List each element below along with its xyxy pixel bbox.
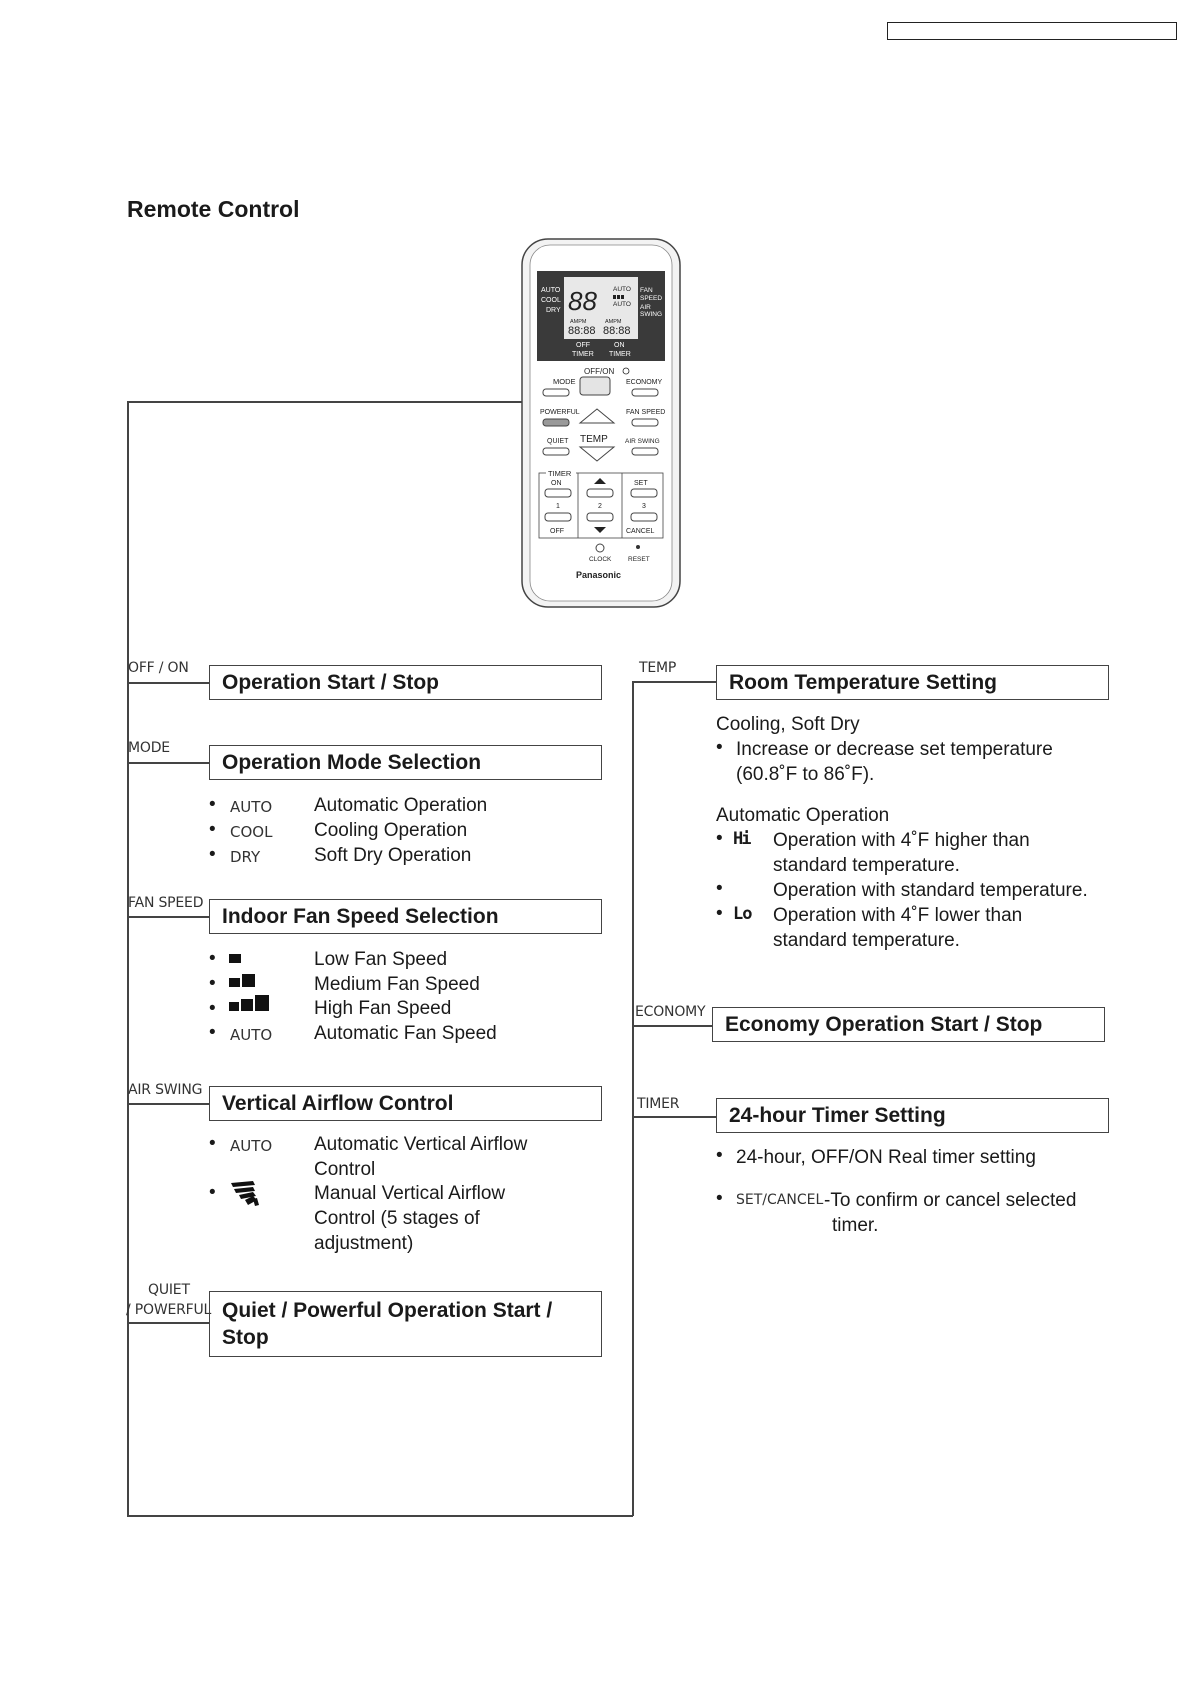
fan-connector — [127, 916, 209, 918]
frame-left — [127, 401, 129, 1516]
reset-button[interactable] — [636, 545, 640, 549]
lcd-speed-label: SPEED — [640, 295, 663, 302]
bullet: • — [209, 1182, 216, 1203]
offon-heading: Operation Start / Stop — [222, 670, 440, 694]
quiet-heading-1: Quiet / Powerful Operation Start / — [222, 1299, 553, 1322]
high-fan-icon — [229, 994, 275, 1014]
offon-heading-box — [209, 665, 602, 700]
bullet: • — [209, 819, 216, 840]
powerful-callout-label: / POWERFUL — [126, 1302, 212, 1318]
bullet: • — [716, 828, 723, 849]
timer-line-2b: timer. — [832, 1215, 879, 1236]
lcd-fan-label: FAN — [640, 287, 653, 294]
timer-down-button[interactable] — [587, 513, 613, 521]
offon-button[interactable] — [580, 377, 610, 395]
temp-hi-1: Operation with 4˚F higher than — [773, 830, 1030, 851]
fan-low-desc: Low Fan Speed — [314, 949, 448, 970]
lcd-on-label: ON — [614, 342, 625, 349]
reset-label: RESET — [628, 556, 650, 563]
economy-connector — [632, 1025, 712, 1027]
swing-manual-desc-2: Control (5 stages of — [314, 1208, 480, 1229]
timer-heading: 24-hour Timer Setting — [729, 1103, 946, 1127]
offon-callout-label: OFF / ON — [128, 660, 189, 676]
swing-auto-code: AUTO — [230, 1137, 273, 1155]
medium-fan-icon — [229, 972, 275, 990]
quiet-callout-label: QUIET — [148, 1282, 190, 1298]
quiet-label: QUIET — [547, 438, 569, 445]
lcd-fan-auto: AUTO — [613, 286, 631, 293]
timer-off-button[interactable] — [545, 513, 571, 521]
fan-medium-desc: Medium Fan Speed — [314, 974, 480, 995]
frame-top — [127, 401, 524, 403]
mode-callout-label: MODE — [128, 740, 170, 756]
timer-line-2a: -To confirm or cancel selected — [824, 1190, 1077, 1211]
clock-button[interactable] — [596, 544, 604, 552]
lcd-off-timer: TIMER — [572, 351, 594, 358]
lcd-ampm-2: AMPM — [605, 319, 622, 325]
bullet: • — [209, 1022, 216, 1043]
timer-on-button[interactable] — [545, 489, 571, 497]
bullet: • — [716, 903, 723, 924]
swing-manual-desc-1: Manual Vertical Airflow — [314, 1183, 506, 1204]
temp-sub-auto: Automatic Operation — [716, 805, 890, 826]
temp-connector — [632, 681, 716, 683]
timer-label: TIMER — [548, 469, 572, 478]
timer-off-label: OFF — [550, 528, 564, 535]
bullet: • — [716, 737, 723, 758]
swing-manual-desc-3: adjustment) — [314, 1233, 414, 1254]
low-fan-icon — [229, 951, 275, 967]
temp-std: Operation with standard temperature. — [773, 880, 1088, 901]
temp-lo-1: Operation with 4˚F lower than — [773, 905, 1023, 926]
quiet-heading-2: Stop — [222, 1326, 269, 1349]
lcd-ampm-1: AMPM — [570, 319, 587, 325]
lcd-mode-cool: COOL — [541, 297, 561, 304]
clock-label: CLOCK — [589, 556, 612, 563]
lo-indicator-icon: Lo — [733, 904, 752, 924]
mode-auto-desc: Automatic Operation — [314, 795, 488, 816]
remote-control — [520, 237, 682, 609]
lcd-off-label: OFF — [576, 342, 590, 349]
timer-heading-box — [716, 1098, 1109, 1133]
economy-callout-label: ECONOMY — [635, 1004, 706, 1020]
temp-hi-2: standard temperature. — [773, 855, 960, 876]
mode-auto-code: AUTO — [230, 798, 273, 816]
timer-2: 2 — [598, 503, 602, 510]
fan-auto-desc: Automatic Fan Speed — [314, 1023, 497, 1044]
bullet: • — [209, 973, 216, 994]
timer-up-button[interactable] — [587, 489, 613, 497]
timer-set-label: SET — [634, 480, 648, 487]
quiet-connector — [127, 1322, 209, 1324]
lcd-mode-dry: DRY — [546, 307, 561, 314]
timer-1: 1 — [556, 503, 560, 510]
fan-callout-label: FAN SPEED — [128, 895, 204, 911]
lcd-time-2: 88:88 — [603, 325, 631, 337]
swing-heading-box — [209, 1086, 602, 1121]
powerful-label: POWERFUL — [540, 409, 580, 416]
bullet: • — [209, 998, 216, 1019]
fan-heading-box — [209, 899, 602, 934]
mode-label: MODE — [553, 377, 576, 386]
fan-heading: Indoor Fan Speed Selection — [222, 904, 499, 928]
fan-high-desc: High Fan Speed — [314, 998, 452, 1019]
brand-logo: Panasonic — [576, 570, 622, 580]
powerful-button[interactable] — [543, 419, 569, 426]
swing-auto-desc-2: Control — [314, 1159, 376, 1180]
lcd-time-1: 88:88 — [568, 325, 596, 337]
page-title: Remote Control — [127, 196, 300, 222]
offon-connector — [127, 682, 209, 684]
lcd-temp: 88 — [568, 286, 597, 316]
lcd-air-label: AIR — [640, 304, 651, 311]
economy-heading-box — [712, 1007, 1105, 1042]
temp-line-1: Increase or decrease set temperature — [736, 739, 1053, 760]
bullet: • — [209, 794, 216, 815]
lcd-swing-label: SWING — [640, 311, 663, 318]
bullet: • — [209, 1133, 216, 1154]
timer-callout-label: TIMER — [637, 1096, 680, 1112]
quiet-button[interactable] — [543, 448, 569, 455]
fanspeed-label: FAN SPEED — [626, 409, 666, 416]
timer-line-1: 24-hour, OFF/ON Real timer setting — [736, 1147, 1036, 1168]
airswing-label: AIR SWING — [625, 438, 660, 445]
bullet: • — [209, 844, 216, 865]
frame-bottom — [127, 1515, 633, 1517]
lcd-mode-auto: AUTO — [541, 287, 561, 294]
temp-heading: Room Temperature Setting — [729, 670, 997, 694]
timer-3: 3 — [642, 503, 646, 510]
swing-heading: Vertical Airflow Control — [222, 1091, 454, 1115]
bullet: • — [716, 878, 723, 899]
mode-button[interactable] — [543, 389, 569, 396]
swing-auto-desc-1: Automatic Vertical Airflow — [314, 1134, 528, 1155]
fanspeed-button[interactable] — [632, 419, 658, 426]
timer-cancel-label: CANCEL — [626, 528, 655, 535]
economy-heading: Economy Operation Start / Stop — [725, 1012, 1043, 1036]
swing-connector — [127, 1103, 209, 1105]
timer-cancel-button[interactable] — [631, 513, 657, 521]
timer-set-button[interactable] — [631, 489, 657, 497]
economy-label: ECONOMY — [626, 379, 663, 386]
bullet: • — [716, 1188, 723, 1209]
header-box — [887, 22, 1177, 40]
temp-label: TEMP — [580, 434, 608, 445]
temp-sub-cooling: Cooling, Soft Dry — [716, 714, 860, 735]
mode-heading-box — [209, 745, 602, 780]
timer-set-cancel-code: SET/CANCEL — [736, 1192, 824, 1208]
mode-connector — [127, 762, 209, 764]
mode-dry-code: DRY — [230, 848, 261, 866]
lcd-air-auto: AUTO — [613, 301, 631, 308]
bullet: • — [209, 948, 216, 969]
economy-button[interactable] — [632, 389, 658, 396]
timer-connector — [632, 1116, 716, 1118]
mode-dry-desc: Soft Dry Operation — [314, 845, 472, 866]
temp-callout-label: TEMP — [639, 660, 677, 676]
temp-lo-2: standard temperature. — [773, 930, 960, 951]
mode-heading: Operation Mode Selection — [222, 750, 482, 774]
temp-line-2: (60.8˚F to 86˚F). — [736, 764, 875, 785]
bullet: • — [716, 1145, 723, 1166]
mode-cool-code: COOL — [230, 823, 273, 841]
lcd-on-timer: TIMER — [609, 351, 631, 358]
timer-on-label: ON — [551, 480, 562, 487]
frame-right — [632, 681, 634, 1516]
offon-label: OFF/ON — [584, 367, 615, 376]
fan-auto-code: AUTO — [230, 1026, 273, 1044]
hi-indicator-icon: Hi — [733, 829, 750, 849]
mode-cool-desc: Cooling Operation — [314, 820, 468, 841]
temp-heading-box — [716, 665, 1109, 700]
air-swing-icon — [229, 1179, 265, 1207]
quiet-heading-box — [209, 1291, 602, 1357]
airswing-button[interactable] — [632, 448, 658, 455]
swing-callout-label: AIR SWING — [128, 1082, 203, 1098]
